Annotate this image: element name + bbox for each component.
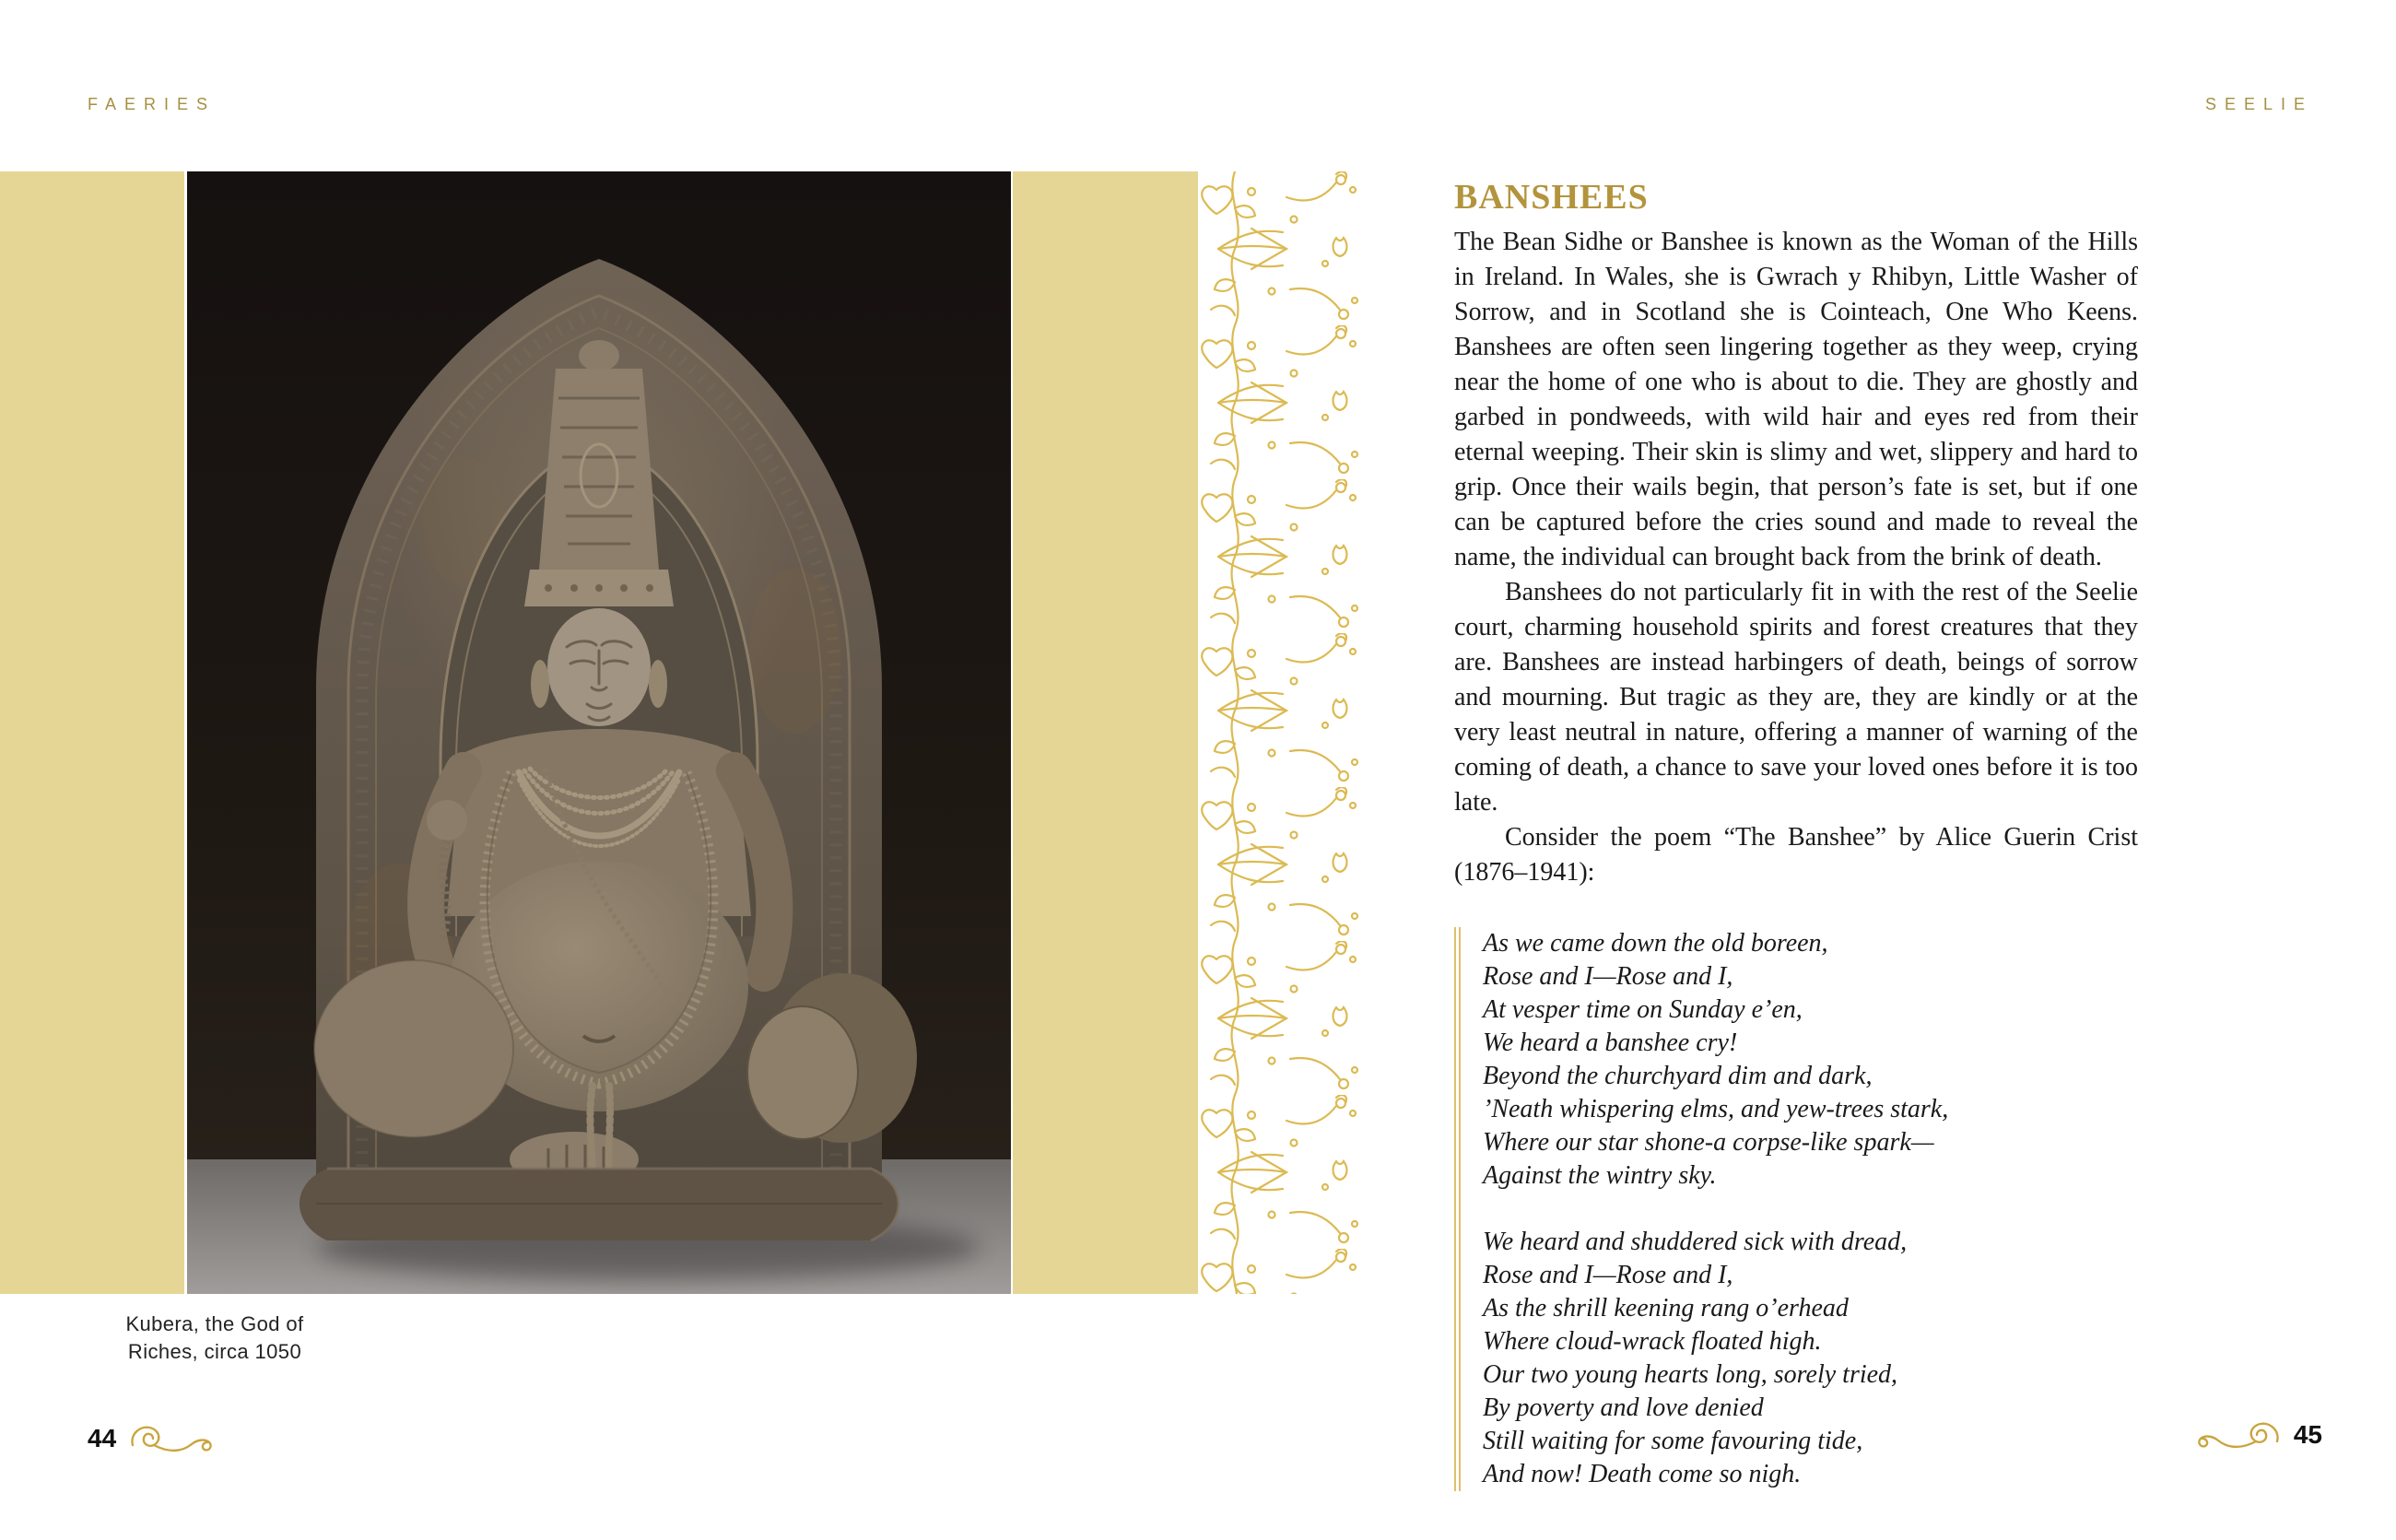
poem-line: Our two young hearts long, sorely tried, xyxy=(1483,1360,1898,1389)
caption-line-1: Kubera, the God of xyxy=(125,1312,304,1335)
poem-block xyxy=(1454,927,2138,1491)
gutter-band xyxy=(1013,171,1198,1294)
folio-right xyxy=(2193,1419,2322,1451)
poem-line: At vesper time on Sunday e’en, xyxy=(1483,995,1803,1024)
flourish-icon xyxy=(129,1423,217,1454)
body-paragraph: The Bean Sidhe or Banshee is known as the Woman of the Hills in Ireland. In Wales, she is Gwrach y Rhibyn, Little Washer of Sorrow, and in Scotland she is Cointeach, One Who Keens. Banshees are often seen lingering together as they weep, crying near the home of one who is about to die. They are ghostly and garbed in pondweeds, with wild hair and eyes red from their eternal weeping. Their skin is slimy and wet, slippery and hard to grip. Once their wails begin, that person’s fate is set, but if one can be captured before the cries sound and made to reveal the name, the individual can brought back from the brink of death. xyxy=(1454,228,2138,571)
page-number-left: 44 xyxy=(88,1424,117,1452)
statue-illustration xyxy=(187,171,1011,1294)
poem-line: As we came down the old boreen, xyxy=(1483,929,1828,958)
poem-stanza-1 xyxy=(1483,927,2138,1193)
image-caption xyxy=(67,1311,362,1366)
body-paragraph: Consider the poem “The Banshee” by Alice Guerin Crist (1876–1941): xyxy=(1454,823,2138,887)
lace-ornament xyxy=(1198,171,1366,1294)
body-paragraph: Banshees do not particularly fit in with the rest of the Seelie court, charming household spirits and forest creatures that they are. Banshees are instead harbingers of death, beings of sorrow and mourning. But tragic as they are, they are kindly or at the very least neutral in nature, offering a manner of warning of the coming of death, a chance to save your loved ones before it is too late. xyxy=(1454,578,2138,817)
main-text-column xyxy=(1454,179,2138,1491)
poem-line: Rose and I—Rose and I, xyxy=(1483,1261,1733,1289)
section-heading: BANSHEES xyxy=(1454,178,1649,217)
flourish-icon-mirrored xyxy=(2193,1419,2281,1451)
running-head-right: SEELIE xyxy=(2204,95,2313,113)
lace-pattern-icon xyxy=(1198,171,1366,1294)
poem-line: Against the wintry sky. xyxy=(1483,1161,1717,1190)
poem-line: Where cloud-wrack floated high. xyxy=(1483,1327,1822,1356)
left-margin-band xyxy=(0,171,184,1294)
poem-stanza-2 xyxy=(1483,1226,2138,1491)
poem-line: We heard and shuddered sick with dread, xyxy=(1483,1228,1908,1256)
poem-line: As the shrill keening rang o’erhead xyxy=(1483,1294,1849,1323)
caption-line-2: Riches, circa 1050 xyxy=(127,1340,302,1363)
page-number-right: 45 xyxy=(2293,1420,2322,1449)
poem-line: ’Neath whispering elms, and yew-trees stark, xyxy=(1483,1095,1949,1123)
poem-line: Where our star shone-a corpse-like spark— xyxy=(1483,1128,1934,1157)
kubera-statue-photo xyxy=(187,171,1011,1294)
poem-line: We heard a banshee cry! xyxy=(1483,1029,1738,1057)
folio-left xyxy=(88,1423,217,1454)
poem-line: Rose and I—Rose and I, xyxy=(1483,962,1733,991)
poem-line: Beyond the churchyard dim and dark, xyxy=(1483,1062,1873,1090)
poem-line: Still waiting for some favouring tide, xyxy=(1483,1427,1863,1455)
poem-line: By poverty and love denied xyxy=(1483,1393,1764,1422)
poem-line: And now! Death come so nigh. xyxy=(1483,1460,1802,1488)
stanza-gap xyxy=(1483,1193,2138,1226)
running-head-left: FAERIES xyxy=(88,95,217,113)
